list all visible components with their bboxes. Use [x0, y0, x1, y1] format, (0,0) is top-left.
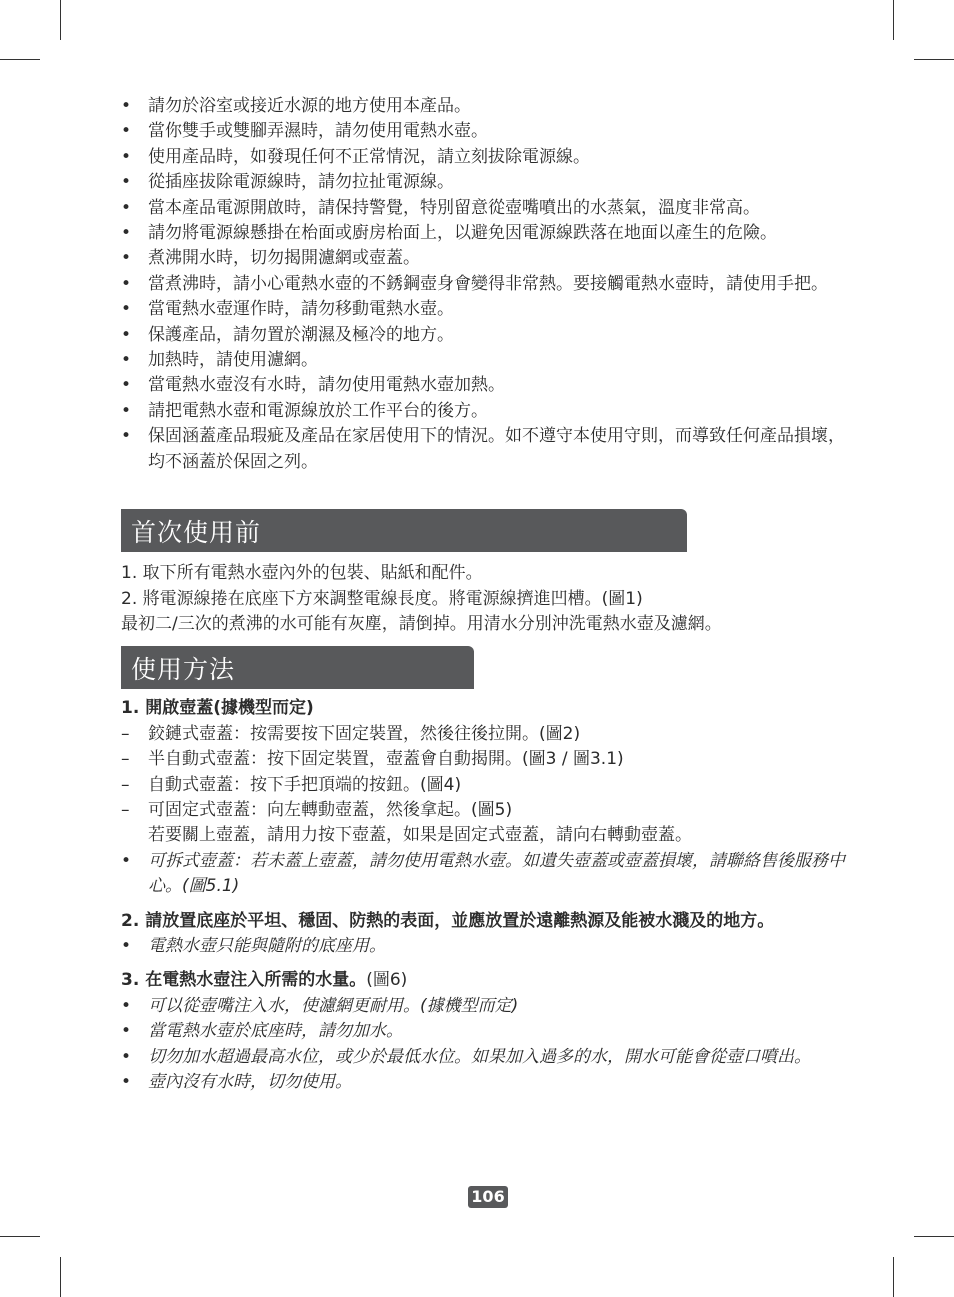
list-item: • 當本產品電源開啟時，請保持警覺，特別留意從壺嘴噴出的水蒸氣，溫度非常高。 — [121, 196, 861, 221]
list-item: • 請勿於浴室或接近水源的地方使用本產品。 — [121, 94, 861, 119]
list-item: • 從插座拔除電源線時，請勿拉扯電源線。 — [121, 170, 861, 195]
list-item: – 可固定式壺蓋：向左轉動壺蓋，然後拿起。(圖5) — [121, 798, 861, 823]
section-title: 首次使用前 — [131, 517, 262, 547]
crop-mark — [60, 1257, 61, 1297]
crop-mark — [914, 1236, 954, 1237]
crop-mark — [60, 0, 61, 40]
list-item: • 當煮沸時，請小心電熱水壺的不銹鋼壺身會變得非常熱。要接觸電熱水壺時，請使用手把。 — [121, 272, 861, 297]
page-content — [121, 94, 861, 1095]
page-number: 106 — [468, 1186, 508, 1208]
list-item: – 自動式壺蓋：按下手把頂端的按鈕。(圖4) — [121, 773, 861, 798]
crop-mark — [893, 1257, 894, 1297]
list-item: – 鉸鏈式壺蓋：按需要按下固定裝置，然後往後拉開。(圖2) — [121, 722, 861, 747]
list-item: • 保固涵蓋產品瑕疵及產品在家居使用下的情況。如不遵守本使用守則，而導致任何產品損壞，均不涵蓋於保固之列。 — [121, 424, 861, 475]
list-item: • 煮沸開水時，切勿揭開濾網或壺蓋。 — [121, 246, 861, 271]
crop-mark — [0, 59, 40, 60]
list-item: • 使用產品時，如發現任何不正常情況，請立刻拔除電源線。 — [121, 145, 861, 170]
section-header-first-use — [121, 509, 687, 552]
list-item: • 加熱時，請使用濾網。 — [121, 348, 861, 373]
step-1-notes — [121, 849, 861, 900]
safety-list — [121, 94, 861, 475]
list-item: • 切勿加水超過最高水位，或少於最低水位。如果加入過多的水，開水可能會從壺口噴出。 — [121, 1045, 861, 1070]
crop-mark — [914, 59, 954, 60]
list-item: • 可以從壺嘴注入水，使濾網更耐用。(據機型而定) — [121, 994, 861, 1019]
list-item: 2. 將電源線捲在底座下方來調整電線長度。將電源線擠進凹槽。(圖1) — [121, 588, 643, 609]
list-item: • 電熱水壺只能與隨附的底座用。 — [121, 934, 861, 959]
list-item: • 請勿將電源線懸掛在枱面或廚房枱面上，以避免因電源線跌落在地面以產生的危險。 — [121, 221, 861, 246]
first-use-steps — [121, 561, 861, 612]
list-item: – 半自動式壺蓋：按下固定裝置，壺蓋會自動揭開。(圖3 / 圖3.1) — [121, 747, 861, 772]
step-2-notes — [121, 934, 861, 959]
list-item: • 當你雙手或雙腳弄濕時，請勿使用電熱水壺。 — [121, 119, 861, 144]
step-2-heading: 2. 請放置底座於平坦、穩固、防熱的表面，並應放置於遠離熱源及能被水濺及的地方。 — [121, 910, 775, 931]
lid-types-list — [121, 722, 861, 824]
list-item: • 請把電熱水壺和電源線放於工作平台的後方。 — [121, 399, 861, 424]
list-item: • 壺內沒有水時，切勿使用。 — [121, 1070, 861, 1095]
section-header-usage — [121, 646, 474, 689]
step-3-notes — [121, 994, 861, 1096]
step-1-heading: 1. 開啟壺蓋(據機型而定) — [121, 698, 314, 719]
step-3-heading-text: 3. 在電熱水壺注入所需的水量。 — [121, 970, 367, 991]
crop-mark — [893, 0, 894, 40]
list-item: 1. 取下所有電熱水壺內外的包裝、貼紙和配件。 — [121, 563, 483, 584]
step-3-heading — [121, 968, 861, 993]
lid-close-note: 若要關上壺蓋，請用力按下壺蓋，如果是固定式壺蓋，請向右轉動壺蓋。 — [148, 825, 692, 846]
list-item: • 可拆式壺蓋：若未蓋上壺蓋，請勿使用電熱水壺。如遺失壺蓋或壺蓋損壞，請聯絡售後服務中心。(圖5.1) — [121, 849, 861, 900]
figure-reference: (圖6) — [366, 970, 408, 991]
list-item: • 保護產品，請勿置於潮濕及極冷的地方。 — [121, 323, 861, 348]
list-item: • 當電熱水壺於底座時，請勿加水。 — [121, 1019, 861, 1044]
section-title: 使用方法 — [131, 654, 236, 684]
crop-mark — [0, 1236, 40, 1237]
list-item: • 當電熱水壺運作時，請勿移動電熱水壺。 — [121, 297, 861, 322]
list-item: • 當電熱水壺沒有水時，請勿使用電熱水壺加熱。 — [121, 373, 861, 398]
first-use-note: 最初二/三次的煮沸的水可能有灰塵，請倒掉。用清水分別沖洗電熱水壺及濾網。 — [121, 613, 722, 634]
